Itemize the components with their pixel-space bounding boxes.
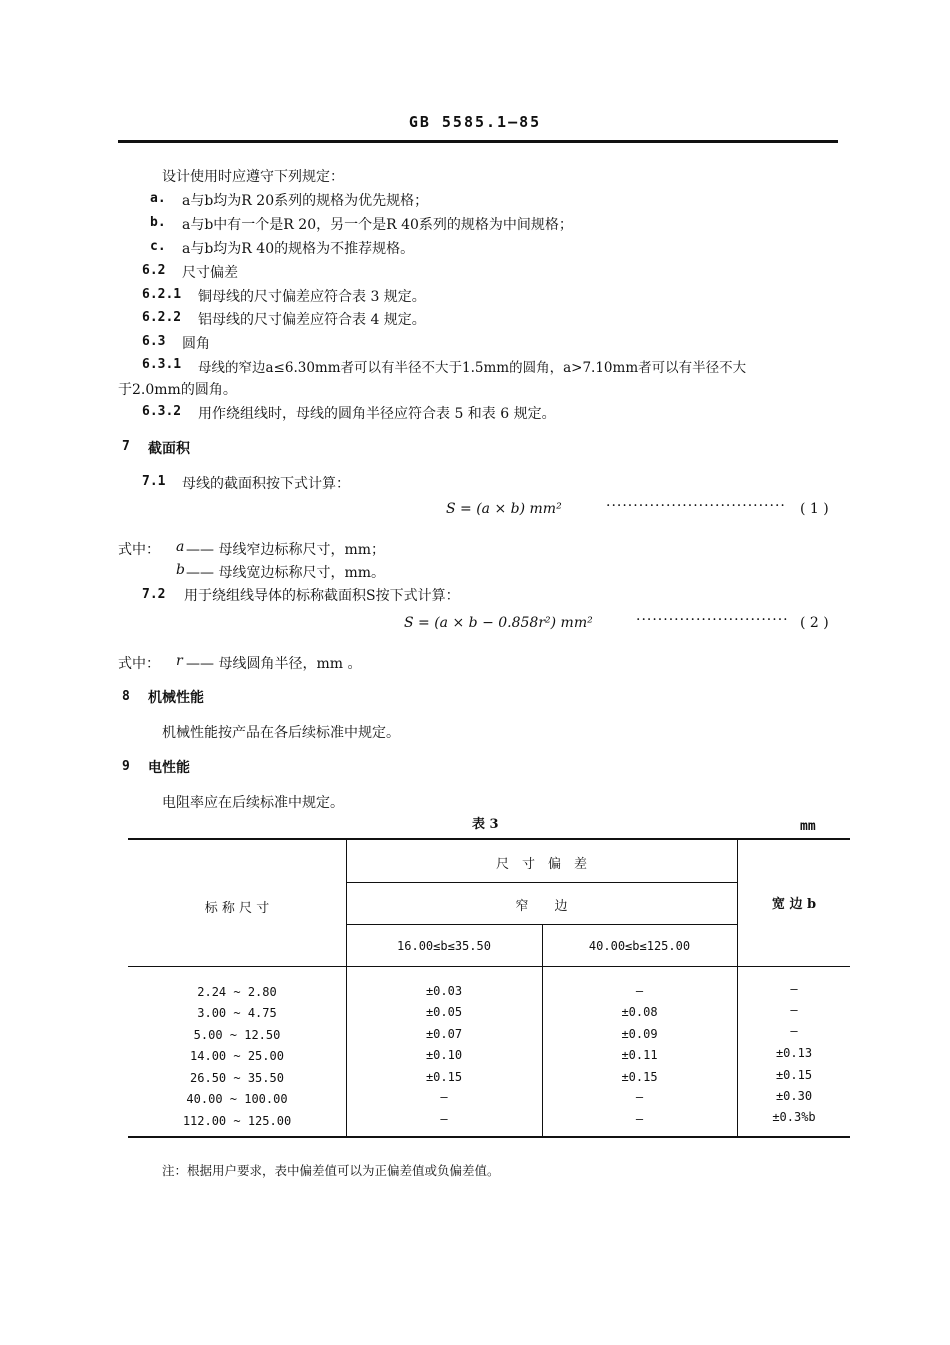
cell-deviation-wide: — [790, 1003, 798, 1017]
cell-deviation-narrow: ±0.03 [425, 984, 463, 998]
section-6-3-1-number: 6.3.1 [142, 357, 182, 372]
section-7-2-text: 用于绕组线导体的标称截面积S按下式计算： [184, 588, 460, 604]
equation-1-label: ( 1 ) [800, 501, 829, 517]
col-header-narrow: 窄 边 [515, 899, 568, 914]
cell-deviation-narrow: ±0.10 [425, 1048, 463, 1062]
rule-marker: a. [150, 191, 166, 206]
where-symbol: r [176, 653, 183, 669]
header-rule [118, 140, 838, 143]
section-6-2-2-number: 6.2.2 [142, 310, 182, 325]
section-6-2-1-text: 铜母线的尺寸偏差应符合表 3 规定。 [198, 289, 426, 305]
cell-deviation-narrow: ±0.15 [425, 1070, 463, 1084]
where-definition: —— 母线窄边标称尺寸，mm； [186, 542, 386, 558]
section-7-2-number: 7.2 [142, 587, 166, 602]
cell-nominal-size: 3.00 ~ 4.75 [197, 1006, 277, 1020]
equation-2: S = (a × b − 0.858r²) mm² [404, 615, 593, 631]
section-6-2-title: 尺寸偏差 [182, 265, 238, 281]
cell-deviation-narrow-wide: — [635, 984, 644, 998]
col-header-nominal: 标 称 尺 寸 [204, 901, 270, 916]
equation-2-leader: ···························· [636, 612, 789, 628]
cell-deviation-narrow: ±0.07 [425, 1027, 463, 1041]
cell-deviation-wide: — [790, 1024, 798, 1038]
col-header-deviation: 尺 寸 偏 差 [495, 857, 587, 872]
rule-marker: b. [150, 215, 166, 230]
cell-nominal-size: 26.50 ~ 35.50 [190, 1071, 284, 1085]
cell-nominal-size: 2.24 ~ 2.80 [197, 985, 277, 999]
cell-nominal-size: 112.00 ~ 125.00 [182, 1114, 292, 1128]
section-6-2-number: 6.2 [142, 263, 166, 278]
section-6-2-2-text: 铝母线的尺寸偏差应符合表 4 规定。 [198, 312, 426, 328]
where-definition: —— 母线圆角半径，mm 。 [186, 656, 362, 672]
equation-1-leader: ································· [606, 498, 786, 514]
cell-deviation-wide: ±0.15 [775, 1068, 813, 1082]
col-header-wide: 宽 边 b [771, 897, 817, 912]
section-6-2-1-number: 6.2.1 [142, 287, 182, 302]
rule-text: a与b均为R 40的规格为不推荐规格。 [182, 241, 415, 257]
cell-deviation-narrow-wide: ±0.15 [621, 1070, 658, 1084]
section-7-title: 截面积 [148, 441, 190, 457]
table-note: 注：根据用户要求，表中偏差值可以为正偏差值或负偏差值。 [162, 1163, 500, 1178]
where-symbol: a [176, 539, 185, 555]
cell-deviation-narrow-wide: — [635, 1112, 644, 1126]
section-8-body: 机械性能按产品在各后续标准中规定。 [162, 725, 400, 741]
section-7-number: 7 [122, 439, 130, 454]
table-unit: mm [800, 819, 816, 834]
cell-deviation-narrow-wide: ±0.11 [621, 1048, 658, 1062]
col-subheader: 16.00≤b≤35.50 [397, 939, 491, 953]
equation-2-label: ( 2 ) [800, 615, 829, 631]
cell-deviation-wide: ±0.30 [775, 1089, 813, 1103]
section-6-3-1-text: 母线的窄边a≤6.30mm者可以有半径不大于1.5mm的圆角，a>7.10mm者可以有半径不大 [198, 360, 747, 376]
section-8-title: 机械性能 [148, 690, 204, 706]
section-6-3-number: 6.3 [142, 334, 166, 349]
where-symbol: b [176, 562, 185, 578]
where-lead: 式中： [118, 542, 160, 558]
rule-text: a与b均为R 20系列的规格为优先规格； [182, 193, 429, 209]
cell-deviation-narrow-wide: ±0.09 [621, 1027, 658, 1041]
cell-deviation-wide: ±0.13 [775, 1046, 813, 1060]
rule-marker: c. [150, 239, 166, 254]
section-6-3-2-text: 用作绕组线时，母线的圆角半径应符合表 5 和表 6 规定。 [198, 406, 556, 422]
cell-deviation-narrow: ±0.05 [425, 1005, 463, 1019]
section-6-3-2-number: 6.3.2 [142, 404, 182, 419]
section-9-body: 电阻率应在后续标准中规定。 [162, 795, 344, 811]
document-code: GB 5585.1—85 [408, 113, 542, 131]
section-8-number: 8 [122, 689, 130, 704]
cell-deviation-wide: ±0.3%b [772, 1110, 816, 1124]
cell-deviation-narrow: — [440, 1112, 448, 1126]
table-top-rule [128, 838, 850, 840]
where-definition: —— 母线宽边标称尺寸，mm。 [186, 565, 386, 581]
col-subheader: 40.00≤b≤125.00 [588, 939, 691, 953]
table-bottom-rule [128, 1136, 850, 1138]
section-6-3-title: 圆角 [182, 336, 210, 352]
section-7-1-text: 母线的截面积按下式计算： [182, 476, 350, 492]
section-9-title: 电性能 [148, 760, 190, 776]
table-header-rule [128, 966, 850, 967]
intro-text: 设计使用时应遵守下列规定： [162, 169, 344, 185]
cell-deviation-narrow: — [440, 1090, 448, 1104]
cell-nominal-size: 40.00 ~ 100.00 [186, 1092, 288, 1106]
where-lead: 式中： [118, 656, 160, 672]
section-6-3-1-continuation: 于2.0mm的圆角。 [118, 382, 237, 398]
cell-deviation-narrow-wide: — [635, 1090, 644, 1104]
cell-nominal-size: 5.00 ~ 12.50 [193, 1028, 281, 1042]
section-7-1-number: 7.1 [142, 474, 166, 489]
cell-nominal-size: 14.00 ~ 25.00 [190, 1049, 284, 1063]
rule-text: a与b中有一个是R 20，另一个是R 40系列的规格为中间规格； [182, 217, 573, 233]
section-9-number: 9 [122, 759, 130, 774]
equation-1: S = (a × b) mm² [446, 501, 562, 517]
cell-deviation-wide: — [790, 982, 798, 996]
table-caption: 表 3 [472, 817, 499, 832]
table-rule [346, 882, 738, 883]
cell-deviation-narrow-wide: ±0.08 [621, 1005, 658, 1019]
